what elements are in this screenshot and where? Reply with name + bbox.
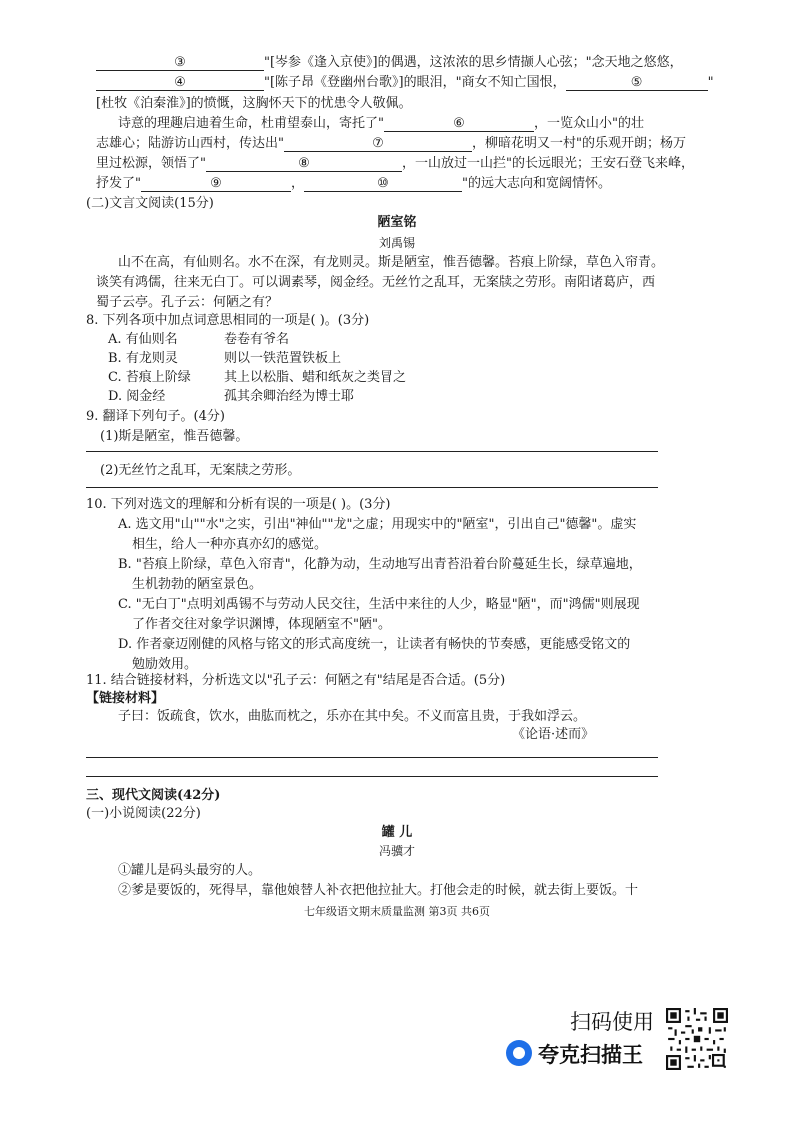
blank-7[interactable]: ⑦ (284, 136, 472, 152)
q9-sentence-1: (1)斯是陋室，惟吾德馨。 (100, 429, 249, 444)
q8-option-b[interactable]: B. 有龙则灵 则以一铁范置铁板上 (108, 351, 342, 366)
section-classical: (二)文言文阅读(15分) (86, 196, 214, 211)
poem-line-7: 抒发了" ⑨ ， ⑩ "的远大志向和宽阔情怀。 (96, 176, 611, 191)
q10-option-d[interactable]: D. 作者豪迈刚健的风格与铭文的形式高度统一，让读者有畅快的节奏感，更能感受铭文的 (118, 637, 631, 652)
link-material-title: 【链接材料】 (86, 691, 165, 706)
quark-logo-icon (506, 1040, 532, 1066)
qr-code-icon[interactable] (666, 1008, 728, 1070)
q8-option-c[interactable]: C. 苔痕上阶绿 其上以松脂、蜡和纸灰之类冒之 (108, 370, 407, 385)
blank-3[interactable]: ③ (96, 55, 264, 71)
blank-9[interactable]: ⑨ (141, 176, 291, 192)
section-modern: 三、现代文阅读(42分) (86, 788, 221, 803)
q11-stem: 11. 结合链接材料，分析选文以"孔子云：何陋之有"结尾是否合适。(5分) (86, 673, 506, 688)
blank-10[interactable]: ⑩ (304, 176, 462, 192)
answer-line[interactable] (86, 487, 658, 488)
q8-stem: 8. 下列各项中加点词意思相同的一项是( )。(3分) (86, 313, 370, 328)
page-footer: 七年级语文期末质量监测 第3页 共6页 (304, 905, 490, 918)
poem-line-4: 诗意的理趣启迪着生命，杜甫望泰山，寄托了" ⑥ ，一览众山小"的壮 (118, 116, 644, 131)
q10-stem: 10. 下列对选文的理解和分析有误的一项是( )。(3分) (86, 497, 391, 512)
link-material-source: 《论语·述而》 (512, 727, 595, 742)
q9-stem: 9. 翻译下列句子。(4分) (86, 409, 225, 424)
blank-6[interactable]: ⑥ (384, 116, 534, 132)
answer-line[interactable] (86, 757, 658, 758)
blank-4[interactable]: ④ (96, 75, 264, 91)
poem-line-3: [杜牧《泊秦淮》]的愤慨，这胸怀天下的忧患令人敬佩。 (96, 96, 412, 111)
scanner-brand: 夸克扫描王 (538, 1043, 643, 1067)
q10-option-d-cont: 勉励效用。 (132, 657, 198, 672)
scanner-caption: 扫码使用 (570, 1010, 654, 1034)
poem-title: 陋室铭 (377, 215, 417, 230)
poem-line-2: ④ "[陈子昂《登幽州台歌》]的眼泪，"商女不知亡国恨， ⑤ " (96, 74, 714, 92)
passage-line-1: 山不在高，有仙则名。水不在深，有龙则灵。斯是陋室，惟吾德馨。苔痕上阶绿，草色入帘青。 (118, 255, 665, 270)
passage-line-2: 谈笑有鸿儒，往来无白丁。可以调素琴，阅金经。无丝竹之乱耳，无案牍之劳形。南阳诸葛庐，西 (96, 275, 656, 290)
answer-line[interactable] (86, 776, 658, 777)
poem-author: 刘禹锡 (378, 236, 415, 250)
q8-option-d[interactable]: D. 阅金经 孤其余卿治经为博士耶 (108, 389, 355, 404)
story-paragraph-2: ②爹是要饭的，死得早，靠他娘替人补衣把他拉扯大。打他会走的时候，就去街上要饭。十 (118, 883, 639, 898)
q10-option-c-cont: 了作者交往对象学识渊博，体现陋室不"陋"。 (132, 617, 391, 632)
story-author: 冯骥才 (378, 844, 415, 858)
passage-line-3: 蜀子云亭。孔子云：何陋之有？ (96, 295, 279, 310)
story-title: 罐 儿 (381, 825, 413, 840)
blank-5[interactable]: ⑤ (566, 75, 708, 91)
poem-line-6: 里过松源，领悟了" ⑧ ，一山放过一山拦"的长远眼光；王安石登飞来峰， (96, 156, 694, 171)
q10-option-a-cont: 相生，给人一种亦真亦幻的感觉。 (132, 537, 328, 552)
q9-sentence-2: (2)无丝竹之乱耳，无案牍之劳形。 (100, 463, 301, 478)
q10-option-b-cont: 生机勃勃的陋室景色。 (132, 577, 263, 592)
poem-line-1: ③ "[岑参《逢入京使》]的偶遇，这浓浓的思乡情撷人心弦；"念天地之悠悠， (96, 54, 683, 72)
link-material-text: 子曰：饭疏食，饮水，曲肱而枕之，乐亦在其中矣。不义而富且贵，于我如浮云。 (118, 709, 587, 724)
q8-option-a[interactable]: A. 有仙则名 卷卷有爷名 (108, 332, 290, 347)
section-novel: (一)小说阅读(22分) (86, 806, 201, 821)
q10-option-c[interactable]: C. "无白丁"点明刘禹锡不与劳动人民交往，生活中来往的人少，略显"陋"，而"鸿儒"则展现 (118, 597, 640, 612)
story-paragraph-1: ①罐儿是码头最穷的人。 (118, 863, 262, 878)
poem-line-5: 志雄心；陆游访山西村，传达出" ⑦ ，柳暗花明又一村"的乐观开朗；杨万 (96, 136, 686, 151)
answer-line[interactable] (86, 451, 658, 452)
blank-8[interactable]: ⑧ (206, 156, 402, 172)
q10-option-b[interactable]: B. "苔痕上阶绿，草色入帘青"，化静为动，生动地写出青苔沿着台阶蔓延生长，绿草遍地， (118, 557, 642, 572)
q10-option-a[interactable]: A. 选文用"山""水"之实，引出"神仙""龙"之虚；用现实中的"陋室"，引出自己"德馨"。虚实 (118, 517, 637, 532)
